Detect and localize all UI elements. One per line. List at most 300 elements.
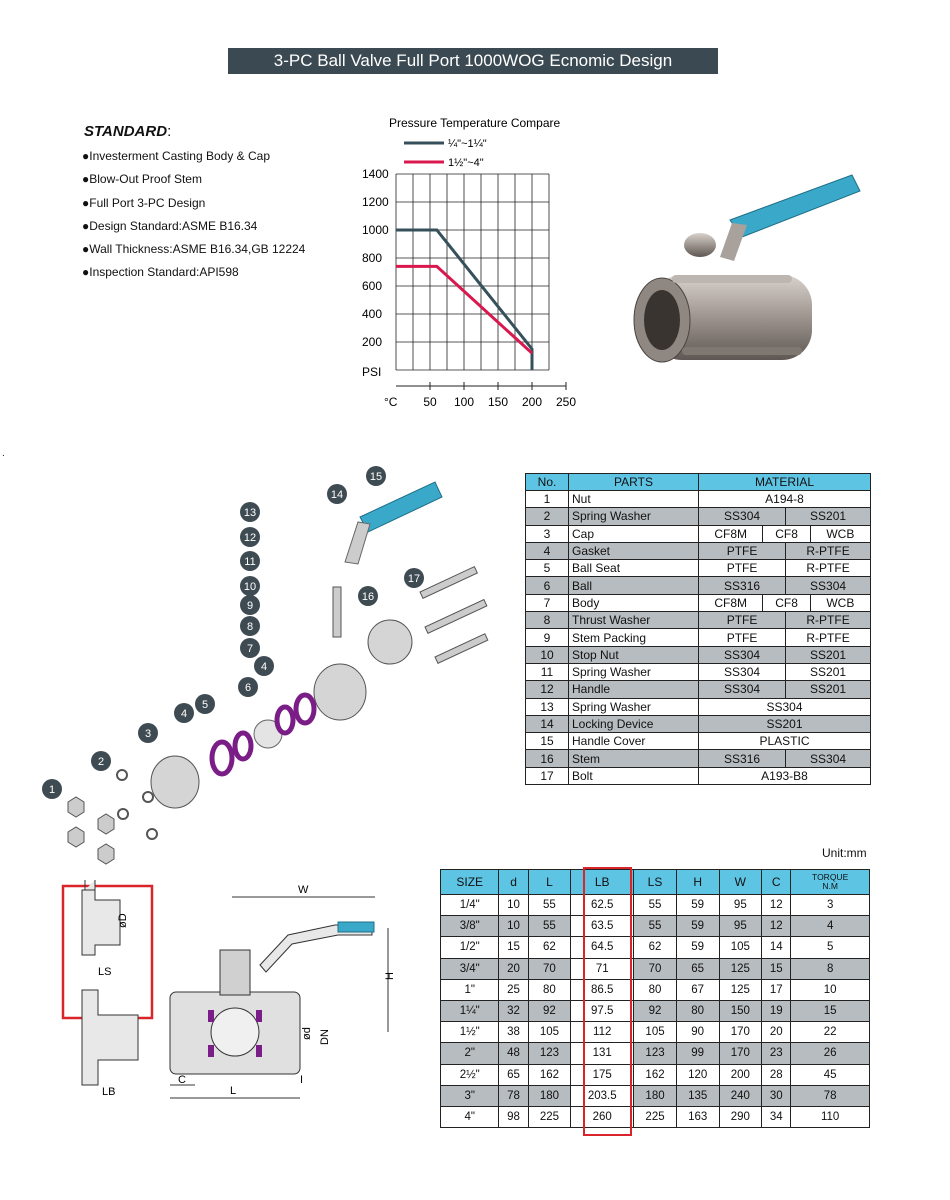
dimensions-row: [441, 1106, 870, 1127]
dim-cell-h: 163: [676, 1106, 719, 1127]
torque-label: TORQUE: [812, 872, 849, 882]
dimensions-row: [441, 1043, 870, 1064]
header-d: d: [499, 870, 528, 895]
part-number: 15: [526, 733, 569, 750]
callout-number: 9: [246, 600, 254, 612]
dim-cell-size: 1¼": [441, 1000, 499, 1021]
unit-label: Unit:mm: [822, 846, 867, 860]
dimensions-row: [441, 916, 870, 937]
dimensions-header-row: [441, 870, 870, 895]
seat: [208, 1010, 214, 1022]
dim-cell-c: 15: [762, 958, 791, 979]
dim-cell-lb: 203.5: [571, 1085, 634, 1106]
dim-label-dn: DN: [319, 1029, 331, 1045]
callout-number: 4: [180, 708, 188, 720]
x-tick-label: 250: [555, 395, 577, 409]
dim-cell-lb: 260: [571, 1106, 634, 1127]
x-tick-label: 200: [521, 395, 543, 409]
seat: [208, 1045, 214, 1057]
dim-cell-w: 125: [719, 958, 762, 979]
dim-cell-lb: 64.5: [571, 937, 634, 958]
spring-washer: [143, 792, 153, 802]
dimensions-row: [441, 1000, 870, 1021]
callout-number: 15: [369, 471, 383, 483]
dim-cell-c: 12: [762, 916, 791, 937]
dim-label-phi-d: ød: [301, 1027, 313, 1040]
dim-cell-w: 200: [719, 1064, 762, 1085]
cap-side-view-top: [82, 880, 120, 955]
standard-item: ●Investerment Casting Body & Cap: [82, 149, 271, 163]
dim-label-h: H: [384, 972, 396, 980]
dim-cell-h: 80: [676, 1000, 719, 1021]
dim-cell-c: 12: [762, 895, 791, 916]
header-parts: PARTS: [569, 474, 699, 491]
dim-cell-l: 62: [528, 937, 571, 958]
part-number: 6: [526, 577, 569, 594]
callout-number: 16: [361, 591, 375, 603]
part-name: Body: [569, 594, 699, 611]
parts-table-row: [526, 612, 871, 629]
parts-table-row: [526, 491, 871, 508]
dimensions-table: [440, 869, 870, 1128]
ball-seat: [235, 733, 251, 759]
part-material: SS316: [699, 750, 786, 767]
dimensions-row: [441, 937, 870, 958]
callout-number: 14: [330, 489, 344, 501]
dim-cell-size: 1½": [441, 1022, 499, 1043]
dim-cell-torque: 3: [791, 895, 870, 916]
parts-table-row: [526, 750, 871, 767]
seat: [256, 1045, 262, 1057]
dim-cell-torque: 10: [791, 979, 870, 1000]
dim-cell-h: 67: [676, 979, 719, 1000]
callout-number: 12: [243, 532, 257, 544]
dim-label-phi-d-cap: øD: [117, 913, 129, 928]
dimension-drawing: [60, 880, 400, 1125]
dim-cell-d: 98: [499, 1106, 528, 1127]
callout-number: 5: [201, 699, 209, 711]
dim-cell-lb: 97.5: [571, 1000, 634, 1021]
callout-number: 13: [243, 507, 257, 519]
parts-table-row: [526, 629, 871, 646]
bolt: [420, 567, 477, 599]
valve-photo: [622, 165, 872, 395]
part-number: 16: [526, 750, 569, 767]
gasket: [212, 742, 232, 774]
dim-cell-torque: 78: [791, 1085, 870, 1106]
stem-outline: [220, 950, 250, 995]
dimensions-row: [441, 1064, 870, 1085]
dim-cell-d: 25: [499, 979, 528, 1000]
dim-cell-torque: 22: [791, 1022, 870, 1043]
callout-number: 7: [246, 643, 254, 655]
dim-cell-size: 1": [441, 979, 499, 1000]
part-material: SS304: [786, 750, 871, 767]
dim-cell-lb: 62.5: [571, 895, 634, 916]
dim-cell-torque: 26: [791, 1043, 870, 1064]
dimensions-row: [441, 1022, 870, 1043]
parts-table-header-row: [526, 474, 871, 491]
stem-nut: [684, 233, 716, 257]
dim-cell-d: 48: [499, 1043, 528, 1064]
page-title: 3-PC Ball Valve Full Port 1000WOG Ecnomic Design: [228, 48, 718, 74]
part-number: 13: [526, 698, 569, 715]
dim-cell-c: 19: [762, 1000, 791, 1021]
handle-arm: [345, 522, 370, 564]
dim-cell-torque: 5: [791, 937, 870, 958]
part-name: Spring Washer: [569, 698, 699, 715]
part-material: SS304: [699, 508, 786, 525]
part-material: WCB: [810, 594, 870, 611]
part-material: PTFE: [699, 542, 786, 559]
torque-unit: N.M: [822, 881, 838, 891]
bolt: [672, 275, 792, 283]
dimensions-row: [441, 958, 870, 979]
dim-cell-l: 162: [528, 1064, 571, 1085]
part-material: SS316: [699, 577, 786, 594]
dim-cell-c: 17: [762, 979, 791, 1000]
part-material: SS201: [786, 663, 871, 680]
dim-cell-size: 2": [441, 1043, 499, 1064]
dim-cell-ls: 180: [634, 1085, 677, 1106]
callout-number: 2: [97, 756, 105, 768]
parts-table-body: [526, 491, 871, 785]
part-name: Thrust Washer: [569, 612, 699, 629]
part-material: SS201: [786, 646, 871, 663]
parts-table-row: [526, 525, 871, 542]
callout-number: 8: [246, 621, 254, 633]
dim-cell-torque: 110: [791, 1106, 870, 1127]
spring-washer: [118, 809, 128, 819]
standard-list: [82, 147, 305, 287]
standard-item: ●Blow-Out Proof Stem: [82, 172, 202, 187]
part-number: 4: [526, 542, 569, 559]
dim-cell-h: 90: [676, 1022, 719, 1043]
parts-table-row: [526, 767, 871, 784]
legend-label-2: 1½"~4": [448, 157, 484, 169]
part-material: SS201: [786, 508, 871, 525]
dim-cell-w: 150: [719, 1000, 762, 1021]
dimensions-row: [441, 979, 870, 1000]
part-material: PTFE: [699, 612, 786, 629]
dim-cell-d: 20: [499, 958, 528, 979]
dim-cell-w: 95: [719, 916, 762, 937]
part-number: 5: [526, 560, 569, 577]
dim-cell-l: 105: [528, 1022, 571, 1043]
dim-cell-d: 15: [499, 937, 528, 958]
part-material: CF8M: [699, 594, 763, 611]
dim-cell-w: 240: [719, 1085, 762, 1106]
parts-table-row: [526, 577, 871, 594]
part-material: CF8M: [699, 525, 763, 542]
dim-label-c: C: [178, 1074, 186, 1086]
part-number: 14: [526, 715, 569, 732]
header-no: No.: [526, 474, 569, 491]
dim-cell-l: 55: [528, 916, 571, 937]
dim-cell-size: 1/4": [441, 895, 499, 916]
exploded-view-diagram: [40, 462, 520, 882]
dim-cell-size: 3/8": [441, 916, 499, 937]
dim-cell-d: 32: [499, 1000, 528, 1021]
part-name: Bolt: [569, 767, 699, 784]
parts-table-row: [526, 681, 871, 698]
y-tick-label: 1000: [362, 223, 389, 237]
dim-cell-w: 170: [719, 1043, 762, 1064]
dim-label-w: W: [298, 884, 309, 896]
dim-cell-w: 290: [719, 1106, 762, 1127]
part-material: CF8: [763, 594, 810, 611]
parts-table-row: [526, 698, 871, 715]
dim-cell-h: 99: [676, 1043, 719, 1064]
dim-cell-c: 20: [762, 1022, 791, 1043]
standard-item: ●Wall Thickness:ASME B16.34,GB 12224: [82, 242, 306, 257]
pipe-thread: [644, 290, 680, 350]
part-name: Ball Seat: [569, 560, 699, 577]
dim-cell-ls: 55: [634, 895, 677, 916]
dim-cell-c: 34: [762, 1106, 791, 1127]
dim-cell-w: 170: [719, 1022, 762, 1043]
part-material: A194-8: [699, 491, 871, 508]
dim-cell-c: 30: [762, 1085, 791, 1106]
dim-cell-w: 105: [719, 937, 762, 958]
dim-cell-size: 1/2": [441, 937, 499, 958]
part-name: Handle Cover: [569, 733, 699, 750]
part-number: 10: [526, 646, 569, 663]
header-l: L: [528, 870, 571, 895]
cap-side-view-bottom: [82, 990, 138, 1085]
dim-cell-w: 125: [719, 979, 762, 1000]
dim-cell-lb: 175: [571, 1064, 634, 1085]
part-name: Locking Device: [569, 715, 699, 732]
y-unit-label: PSI: [362, 365, 382, 379]
dim-cell-ls: 80: [634, 979, 677, 1000]
dim-cell-l: 70: [528, 958, 571, 979]
dim-cell-lb: 63.5: [571, 916, 634, 937]
chart-grid: [396, 174, 566, 386]
part-name: Nut: [569, 491, 699, 508]
pressure-temperature-chart: [350, 112, 580, 412]
part-name: Ball: [569, 577, 699, 594]
dim-cell-d: 78: [499, 1085, 528, 1106]
callout-number: 3: [144, 728, 152, 740]
part-name: Stem Packing: [569, 629, 699, 646]
handle-cover: [730, 175, 860, 237]
dim-cell-size: 4": [441, 1106, 499, 1127]
callout-number: 1: [48, 784, 56, 796]
handle-cover: [338, 922, 374, 932]
part-number: 17: [526, 767, 569, 784]
dim-cell-l: 55: [528, 895, 571, 916]
part-material: SS201: [786, 681, 871, 698]
y-tick-label: 1200: [362, 195, 389, 209]
dimensions-row: [441, 1085, 870, 1106]
dim-cell-ls: 123: [634, 1043, 677, 1064]
header-torque: [791, 870, 870, 895]
header-material: MATERIAL: [699, 474, 871, 491]
part-number: 7: [526, 594, 569, 611]
dim-cell-size: 2½": [441, 1064, 499, 1085]
part-name: Cap: [569, 525, 699, 542]
parts-table-row: [526, 663, 871, 680]
header-lb: LB: [571, 870, 634, 895]
y-tick-label: 600: [362, 279, 383, 293]
spring-washer: [147, 829, 157, 839]
part-number: 11: [526, 663, 569, 680]
part-material: SS304: [699, 698, 871, 715]
standard-item: ●Design Standard:ASME B16.34: [82, 218, 258, 233]
standard-heading-text: STANDARD: [84, 123, 168, 140]
valve-body: [314, 664, 366, 720]
parts-table-row: [526, 542, 871, 559]
handle-cover: [360, 482, 442, 532]
cap: [368, 620, 412, 664]
part-number: 1: [526, 491, 569, 508]
part-material: R-PTFE: [786, 560, 871, 577]
spring-washer: [117, 770, 127, 780]
standard-item: ●Inspection Standard:API598: [82, 265, 239, 280]
dim-cell-l: 123: [528, 1043, 571, 1064]
nut: [68, 827, 84, 847]
dim-cell-size: 3": [441, 1085, 499, 1106]
dim-cell-torque: 8: [791, 958, 870, 979]
ball-seat: [277, 707, 293, 733]
dim-cell-l: 180: [528, 1085, 571, 1106]
bolt: [682, 347, 802, 355]
gasket: [296, 695, 314, 723]
part-material: PTFE: [699, 629, 786, 646]
parts-table-row: [526, 560, 871, 577]
dimensions-row: [441, 895, 870, 916]
callout-number: 6: [244, 682, 252, 694]
part-material: R-PTFE: [786, 612, 871, 629]
dim-cell-l: 225: [528, 1106, 571, 1127]
part-material: SS304: [699, 646, 786, 663]
parts-materials-table: [525, 473, 871, 785]
header-size: SIZE: [441, 870, 499, 895]
part-material: SS304: [699, 681, 786, 698]
dim-label-lb: LB: [102, 1086, 116, 1098]
dim-cell-w: 95: [719, 895, 762, 916]
part-material: PLASTIC: [699, 733, 871, 750]
dim-cell-d: 65: [499, 1064, 528, 1085]
part-material: SS304: [786, 577, 871, 594]
dim-cell-ls: 62: [634, 937, 677, 958]
y-tick-label: 400: [362, 307, 383, 321]
part-number: 8: [526, 612, 569, 629]
dim-label-l: L: [230, 1085, 237, 1097]
part-name: Spring Washer: [569, 663, 699, 680]
chart-title: Pressure Temperature Compare: [389, 116, 561, 130]
dim-cell-c: 14: [762, 937, 791, 958]
part-number: 12: [526, 681, 569, 698]
part-material: R-PTFE: [786, 542, 871, 559]
dim-cell-l: 80: [528, 979, 571, 1000]
y-tick-label: 200: [362, 335, 383, 349]
header-c: C: [762, 870, 791, 895]
dim-cell-c: 23: [762, 1043, 791, 1064]
part-name: Stop Nut: [569, 646, 699, 663]
standard-item: ●Full Port 3-PC Design: [82, 195, 206, 210]
x-tick-label: 150: [487, 395, 509, 409]
part-number: 3: [526, 525, 569, 542]
dim-cell-ls: 92: [634, 1000, 677, 1021]
dim-cell-h: 59: [676, 916, 719, 937]
part-material: R-PTFE: [786, 629, 871, 646]
dim-cell-h: 59: [676, 895, 719, 916]
part-material: PTFE: [699, 560, 786, 577]
nut: [68, 797, 84, 817]
dim-cell-torque: 45: [791, 1064, 870, 1085]
dim-cell-h: 135: [676, 1085, 719, 1106]
bolt: [435, 634, 488, 664]
ball-outline: [211, 1008, 259, 1056]
part-name: Handle: [569, 681, 699, 698]
parts-table-row: [526, 508, 871, 525]
dim-cell-torque: 4: [791, 916, 870, 937]
dim-cell-ls: 162: [634, 1064, 677, 1085]
dim-cell-lb: 86.5: [571, 979, 634, 1000]
part-material: CF8: [763, 525, 810, 542]
seat: [256, 1010, 262, 1022]
dim-cell-ls: 225: [634, 1106, 677, 1127]
x-tick-label: 100: [453, 395, 475, 409]
callout-number: 17: [407, 573, 421, 585]
legend-label-1: ¼"~1¼": [448, 138, 487, 150]
header-w: W: [719, 870, 762, 895]
dim-cell-d: 38: [499, 1022, 528, 1043]
part-name: Stem: [569, 750, 699, 767]
nut: [98, 844, 114, 864]
parts-table-row: [526, 715, 871, 732]
standard-heading-colon: :: [167, 123, 172, 140]
part-material: WCB: [810, 525, 870, 542]
dim-cell-ls: 55: [634, 916, 677, 937]
part-material: SS201: [699, 715, 871, 732]
dim-cell-h: 59: [676, 937, 719, 958]
dim-cell-d: 10: [499, 916, 528, 937]
part-material: SS304: [699, 663, 786, 680]
cap: [151, 756, 199, 808]
parts-table-row: [526, 733, 871, 750]
dim-cell-lb: 131: [571, 1043, 634, 1064]
parts-table-row: [526, 646, 871, 663]
y-tick-label: 1400: [362, 167, 389, 181]
part-material: A193-B8: [699, 767, 871, 784]
dim-cell-h: 65: [676, 958, 719, 979]
dim-cell-ls: 70: [634, 958, 677, 979]
y-tick-label: 800: [362, 251, 383, 265]
callout-number: 4: [260, 661, 268, 673]
dim-cell-size: 3/4": [441, 958, 499, 979]
x-tick-label: 50: [423, 395, 437, 409]
nut: [98, 814, 114, 834]
dim-cell-d: 10: [499, 895, 528, 916]
part-name: Gasket: [569, 542, 699, 559]
y-tick-labels: [362, 167, 389, 349]
part-name: Spring Washer: [569, 508, 699, 525]
dim-label-i: I: [300, 1074, 304, 1086]
dim-cell-c: 28: [762, 1064, 791, 1085]
dimensions-table-body: [441, 895, 870, 1128]
x-unit-label: °C: [384, 395, 398, 409]
dim-cell-lb: 112: [571, 1022, 634, 1043]
part-number: 9: [526, 629, 569, 646]
parts-table-row: [526, 594, 871, 611]
dim-cell-l: 92: [528, 1000, 571, 1021]
dim-cell-ls: 105: [634, 1022, 677, 1043]
stray-mark: .: [2, 448, 5, 459]
standard-heading: [84, 123, 171, 140]
